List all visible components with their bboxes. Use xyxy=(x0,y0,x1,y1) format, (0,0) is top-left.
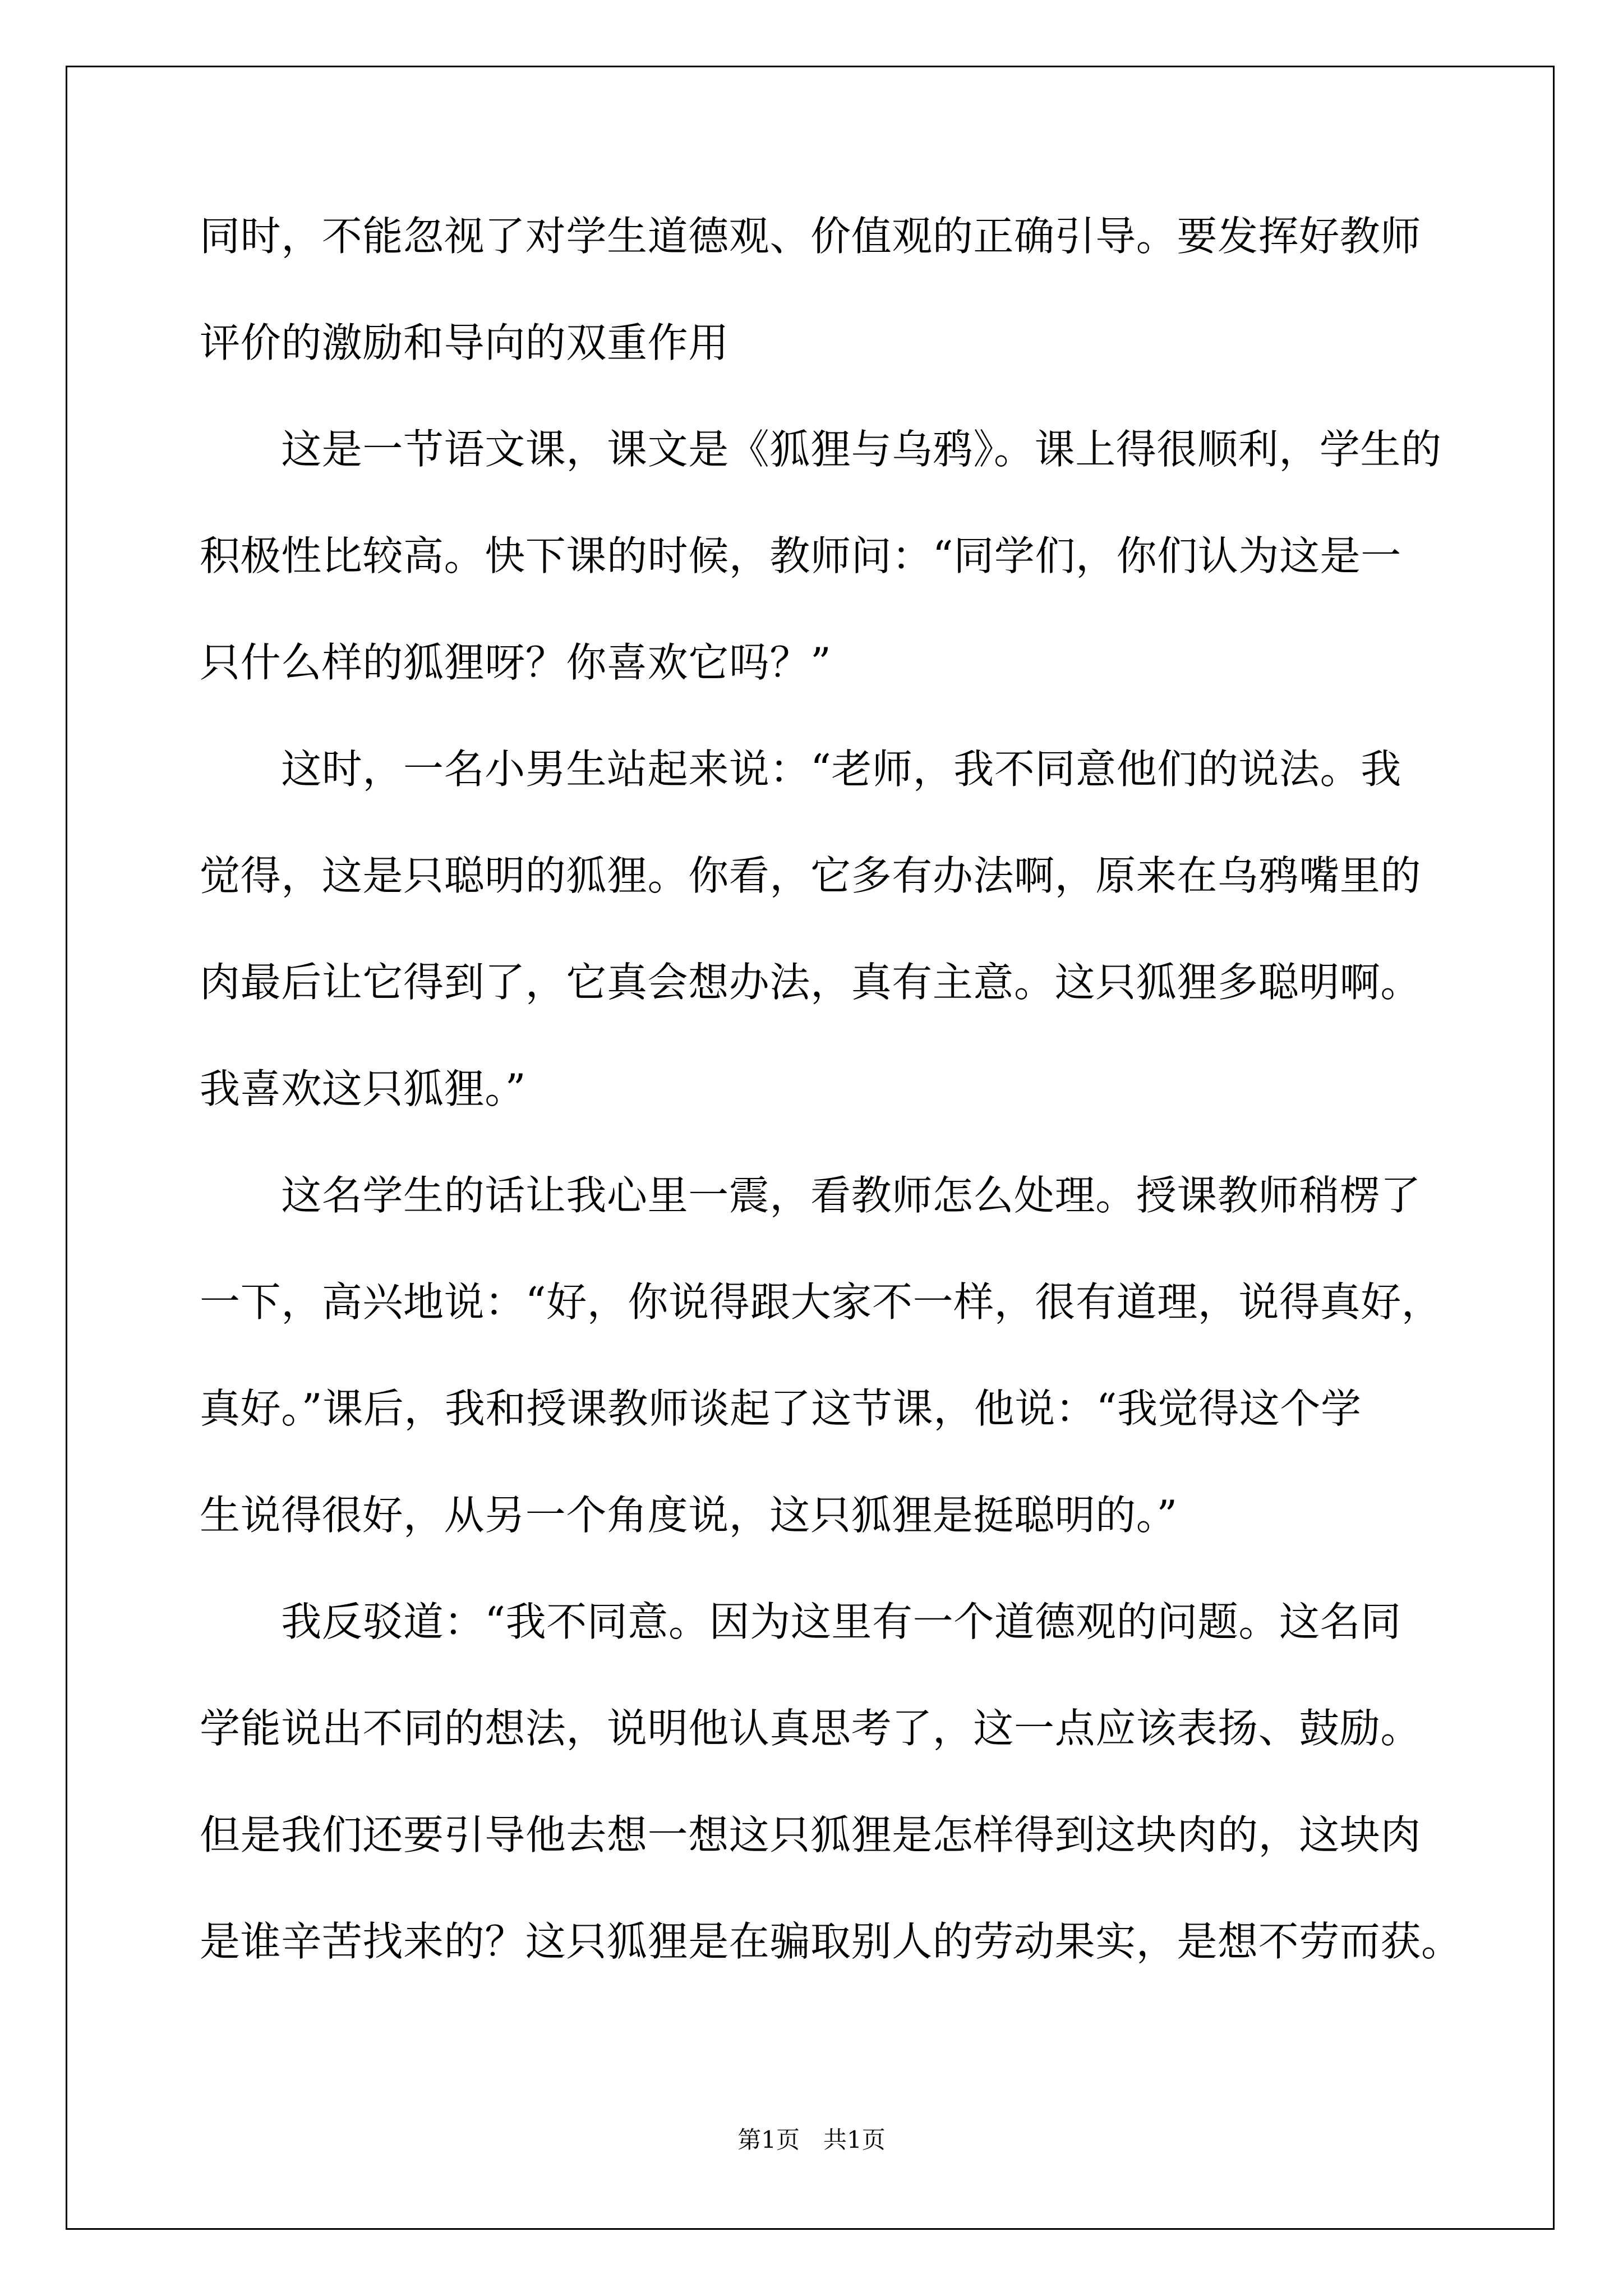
text-line: 真好。”课后，我和授课教师谈起了这节课，他说：“我觉得这个学 xyxy=(200,1385,1362,1432)
text-line: 生说得很好，从另一个角度说，这只狐狸是挺聪明的。” xyxy=(200,1492,1178,1539)
text-line: 肉最后让它得到了，它真会想办法，真有主意。这只狐狸多聪明啊。 xyxy=(200,959,1422,1006)
text-line: 评价的激励和导向的双重作用 xyxy=(200,319,729,366)
text-line: 觉得，这是只聪明的狐狸。你看，它多有办法啊，原来在乌鸦嘴里的 xyxy=(200,852,1422,899)
text-line: 这时，一名小男生站起来说：“老师，我不同意他们的说法。我 xyxy=(200,746,1401,793)
text-line: 我反驳道：“我不同意。因为这里有一个道德观的问题。这名同 xyxy=(200,1598,1401,1645)
text-line: 积极性比较高。快下课的时候，教师问：“同学们，你们认为这是一 xyxy=(200,532,1401,579)
page-number: 第1页 共1页 xyxy=(737,2126,886,2154)
text-line: 我喜欢这只狐狸。” xyxy=(200,1065,527,1112)
text-line: 只什么样的狐狸呀？你喜欢它吗？” xyxy=(200,639,832,686)
text-line: 是谁辛苦找来的？这只狐狸是在骗取别人的劳动果实，是想不劳而获。 xyxy=(200,1918,1462,1965)
text-line: 这是一节语文课，课文是《狐狸与乌鸦》。课上得很顺利，学生的 xyxy=(200,426,1442,473)
page-border xyxy=(66,66,1555,2230)
text-line: 一下，高兴地说：“好，你说得跟大家不一样，很有道理，说得真好， xyxy=(200,1278,1442,1326)
text-line: 学能说出不同的想法，说明他认真思考了，这一点应该表扬、鼓励。 xyxy=(200,1705,1422,1752)
text-line: 同时，不能忽视了对学生道德观、价值观的正确引导。要发挥好教师 xyxy=(200,213,1422,260)
text-line: 但是我们还要引导他去想一想这只狐狸是怎样得到这块肉的，这块肉 xyxy=(200,1811,1422,1858)
text-line: 这名学生的话让我心里一震，看教师怎么处理。授课教师稍楞了 xyxy=(200,1172,1422,1219)
